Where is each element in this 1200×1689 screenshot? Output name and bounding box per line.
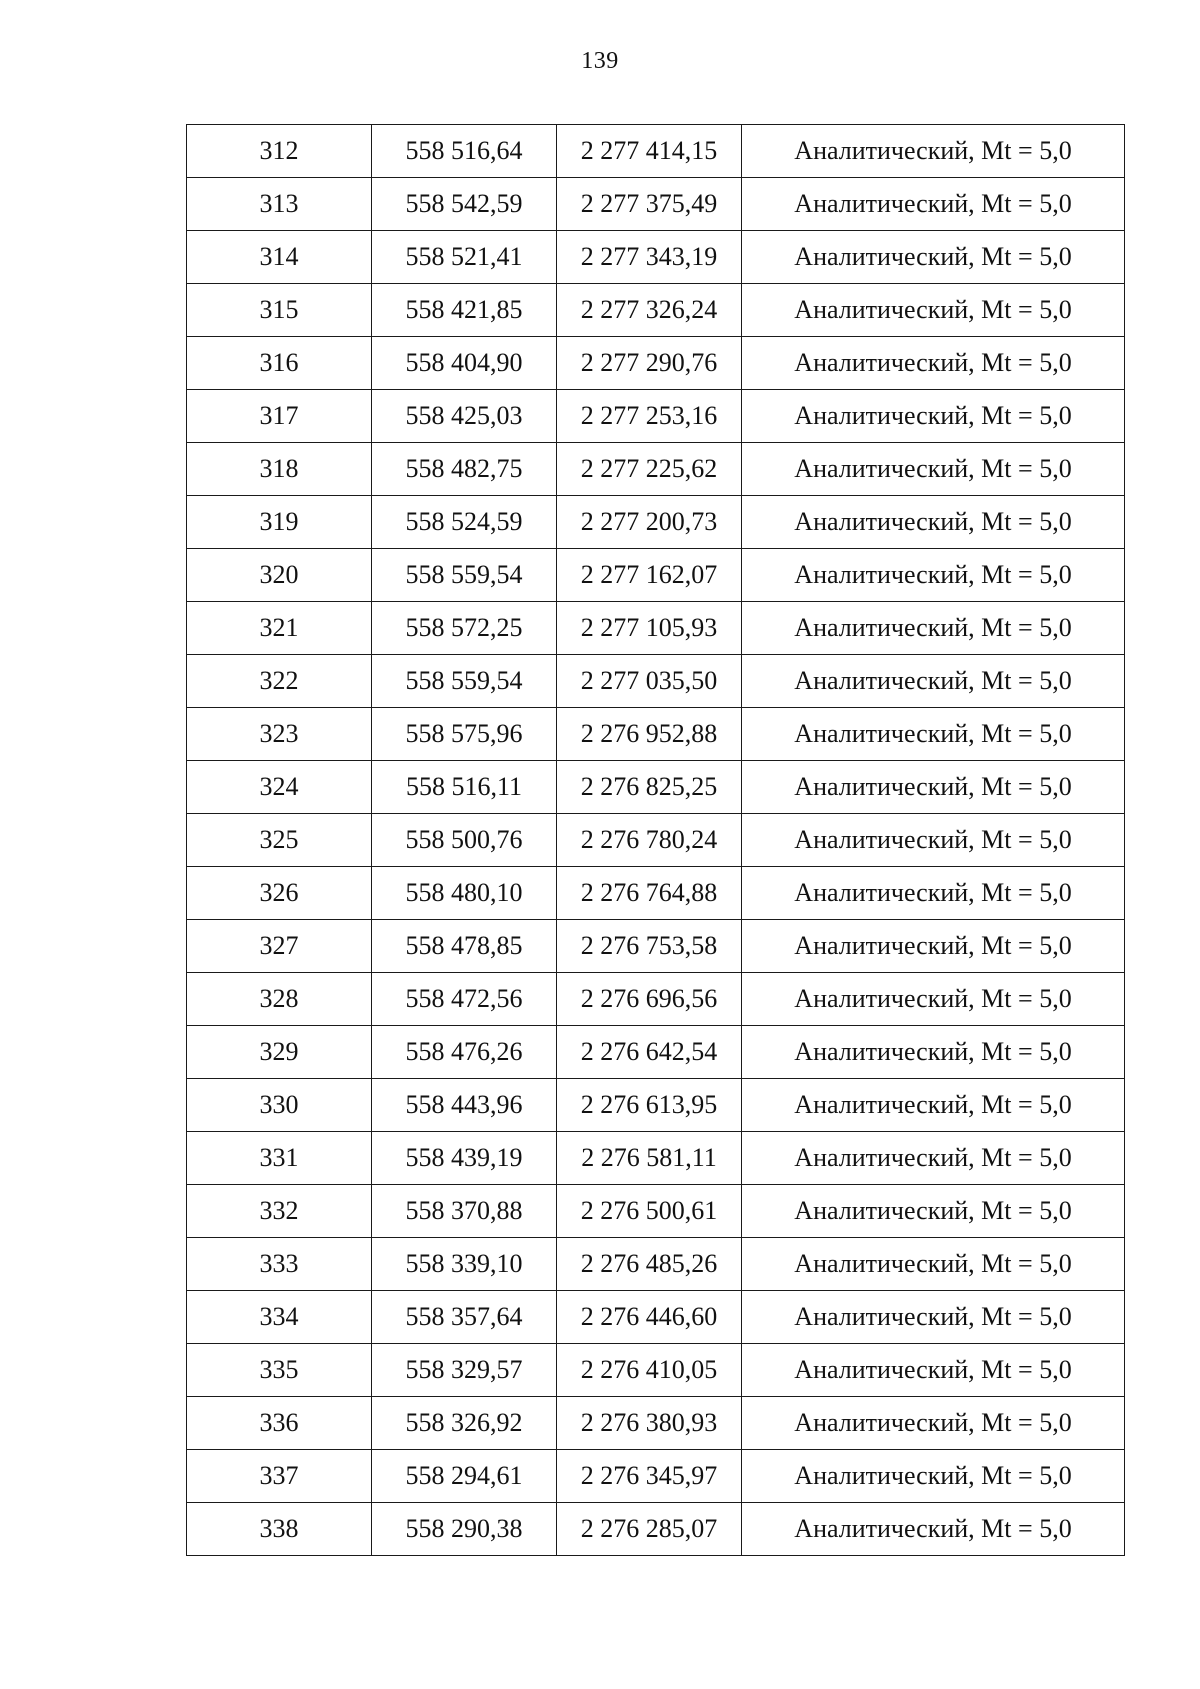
table-row (187, 655, 1125, 708)
table-row (187, 1344, 1125, 1397)
table-row (187, 761, 1125, 814)
y-coordinate-cell: 2 276 696,56 (557, 973, 742, 1026)
point-number-cell: 338 (187, 1503, 372, 1556)
method-cell: Аналитический, Mt = 5,0 (742, 1079, 1125, 1132)
x-coordinate-cell: 558 559,54 (372, 655, 557, 708)
table-row (187, 1291, 1125, 1344)
y-coordinate-cell: 2 276 581,11 (557, 1132, 742, 1185)
table-row (187, 867, 1125, 920)
point-number-cell: 337 (187, 1450, 372, 1503)
method-cell: Аналитический, Mt = 5,0 (742, 284, 1125, 337)
method-cell: Аналитический, Mt = 5,0 (742, 549, 1125, 602)
y-coordinate-cell: 2 277 225,62 (557, 443, 742, 496)
x-coordinate-cell: 558 326,92 (372, 1397, 557, 1450)
point-number-cell: 328 (187, 973, 372, 1026)
point-number-cell: 316 (187, 337, 372, 390)
x-coordinate-cell: 558 480,10 (372, 867, 557, 920)
method-cell: Аналитический, Mt = 5,0 (742, 390, 1125, 443)
x-coordinate-cell: 558 443,96 (372, 1079, 557, 1132)
y-coordinate-cell: 2 277 290,76 (557, 337, 742, 390)
y-coordinate-cell: 2 277 105,93 (557, 602, 742, 655)
method-cell: Аналитический, Mt = 5,0 (742, 920, 1125, 973)
method-cell: Аналитический, Mt = 5,0 (742, 867, 1125, 920)
x-coordinate-cell: 558 425,03 (372, 390, 557, 443)
y-coordinate-cell: 2 276 952,88 (557, 708, 742, 761)
point-number-cell: 332 (187, 1185, 372, 1238)
table-row (187, 1397, 1125, 1450)
x-coordinate-cell: 558 404,90 (372, 337, 557, 390)
table-row (187, 337, 1125, 390)
point-number-cell: 315 (187, 284, 372, 337)
table-row (187, 602, 1125, 655)
y-coordinate-cell: 2 276 613,95 (557, 1079, 742, 1132)
method-cell: Аналитический, Mt = 5,0 (742, 443, 1125, 496)
page-number: 139 (581, 48, 619, 74)
x-coordinate-cell: 558 572,25 (372, 602, 557, 655)
x-coordinate-cell: 558 516,64 (372, 125, 557, 178)
table-row (187, 231, 1125, 284)
y-coordinate-cell: 2 277 326,24 (557, 284, 742, 337)
x-coordinate-cell: 558 439,19 (372, 1132, 557, 1185)
point-number-cell: 319 (187, 496, 372, 549)
table-row (187, 1026, 1125, 1079)
y-coordinate-cell: 2 276 500,61 (557, 1185, 742, 1238)
x-coordinate-cell: 558 524,59 (372, 496, 557, 549)
table-row (187, 125, 1125, 178)
method-cell: Аналитический, Mt = 5,0 (742, 1132, 1125, 1185)
table-row (187, 920, 1125, 973)
x-coordinate-cell: 558 370,88 (372, 1185, 557, 1238)
point-number-cell: 329 (187, 1026, 372, 1079)
method-cell: Аналитический, Mt = 5,0 (742, 1450, 1125, 1503)
y-coordinate-cell: 2 276 485,26 (557, 1238, 742, 1291)
method-cell: Аналитический, Mt = 5,0 (742, 1185, 1125, 1238)
x-coordinate-cell: 558 478,85 (372, 920, 557, 973)
x-coordinate-cell: 558 339,10 (372, 1238, 557, 1291)
method-cell: Аналитический, Mt = 5,0 (742, 1397, 1125, 1450)
point-number-cell: 325 (187, 814, 372, 867)
method-cell: Аналитический, Mt = 5,0 (742, 1503, 1125, 1556)
y-coordinate-cell: 2 276 410,05 (557, 1344, 742, 1397)
point-number-cell: 323 (187, 708, 372, 761)
table-row (187, 814, 1125, 867)
point-number-cell: 314 (187, 231, 372, 284)
table-row (187, 973, 1125, 1026)
y-coordinate-cell: 2 277 253,16 (557, 390, 742, 443)
y-coordinate-cell: 2 276 345,97 (557, 1450, 742, 1503)
y-coordinate-cell: 2 277 343,19 (557, 231, 742, 284)
method-cell: Аналитический, Mt = 5,0 (742, 337, 1125, 390)
point-number-cell: 320 (187, 549, 372, 602)
y-coordinate-cell: 2 276 446,60 (557, 1291, 742, 1344)
point-number-cell: 336 (187, 1397, 372, 1450)
y-coordinate-cell: 2 276 380,93 (557, 1397, 742, 1450)
x-coordinate-cell: 558 516,11 (372, 761, 557, 814)
method-cell: Аналитический, Mt = 5,0 (742, 1026, 1125, 1079)
y-coordinate-cell: 2 276 764,88 (557, 867, 742, 920)
y-coordinate-cell: 2 277 035,50 (557, 655, 742, 708)
method-cell: Аналитический, Mt = 5,0 (742, 1344, 1125, 1397)
point-number-cell: 331 (187, 1132, 372, 1185)
point-number-cell: 335 (187, 1344, 372, 1397)
point-number-cell: 312 (187, 125, 372, 178)
point-number-cell: 334 (187, 1291, 372, 1344)
table-row (187, 1079, 1125, 1132)
y-coordinate-cell: 2 277 414,15 (557, 125, 742, 178)
x-coordinate-cell: 558 290,38 (372, 1503, 557, 1556)
method-cell: Аналитический, Mt = 5,0 (742, 655, 1125, 708)
point-number-cell: 318 (187, 443, 372, 496)
x-coordinate-cell: 558 476,26 (372, 1026, 557, 1079)
x-coordinate-cell: 558 421,85 (372, 284, 557, 337)
coordinates-table-body (187, 125, 1125, 1556)
method-cell: Аналитический, Mt = 5,0 (742, 814, 1125, 867)
y-coordinate-cell: 2 277 375,49 (557, 178, 742, 231)
method-cell: Аналитический, Mt = 5,0 (742, 708, 1125, 761)
table-row (187, 1503, 1125, 1556)
table-row (187, 496, 1125, 549)
point-number-cell: 321 (187, 602, 372, 655)
method-cell: Аналитический, Mt = 5,0 (742, 602, 1125, 655)
x-coordinate-cell: 558 575,96 (372, 708, 557, 761)
x-coordinate-cell: 558 329,57 (372, 1344, 557, 1397)
y-coordinate-cell: 2 276 642,54 (557, 1026, 742, 1079)
x-coordinate-cell: 558 357,64 (372, 1291, 557, 1344)
point-number-cell: 322 (187, 655, 372, 708)
point-number-cell: 326 (187, 867, 372, 920)
x-coordinate-cell: 558 294,61 (372, 1450, 557, 1503)
table-row (187, 1450, 1125, 1503)
table-row (187, 178, 1125, 231)
y-coordinate-cell: 2 276 825,25 (557, 761, 742, 814)
method-cell: Аналитический, Mt = 5,0 (742, 761, 1125, 814)
table-row (187, 1238, 1125, 1291)
table-row (187, 1185, 1125, 1238)
x-coordinate-cell: 558 559,54 (372, 549, 557, 602)
point-number-cell: 327 (187, 920, 372, 973)
x-coordinate-cell: 558 482,75 (372, 443, 557, 496)
coordinates-table (186, 124, 1125, 1556)
y-coordinate-cell: 2 276 285,07 (557, 1503, 742, 1556)
point-number-cell: 324 (187, 761, 372, 814)
method-cell: Аналитический, Mt = 5,0 (742, 496, 1125, 549)
y-coordinate-cell: 2 277 200,73 (557, 496, 742, 549)
point-number-cell: 317 (187, 390, 372, 443)
method-cell: Аналитический, Mt = 5,0 (742, 973, 1125, 1026)
x-coordinate-cell: 558 500,76 (372, 814, 557, 867)
y-coordinate-cell: 2 277 162,07 (557, 549, 742, 602)
method-cell: Аналитический, Mt = 5,0 (742, 125, 1125, 178)
table-row (187, 390, 1125, 443)
table-row (187, 708, 1125, 761)
method-cell: Аналитический, Mt = 5,0 (742, 178, 1125, 231)
x-coordinate-cell: 558 521,41 (372, 231, 557, 284)
table-row (187, 549, 1125, 602)
method-cell: Аналитический, Mt = 5,0 (742, 231, 1125, 284)
point-number-cell: 330 (187, 1079, 372, 1132)
x-coordinate-cell: 558 472,56 (372, 973, 557, 1026)
point-number-cell: 313 (187, 178, 372, 231)
table-row (187, 284, 1125, 337)
x-coordinate-cell: 558 542,59 (372, 178, 557, 231)
table-row (187, 443, 1125, 496)
y-coordinate-cell: 2 276 753,58 (557, 920, 742, 973)
method-cell: Аналитический, Mt = 5,0 (742, 1291, 1125, 1344)
point-number-cell: 333 (187, 1238, 372, 1291)
y-coordinate-cell: 2 276 780,24 (557, 814, 742, 867)
method-cell: Аналитический, Mt = 5,0 (742, 1238, 1125, 1291)
table-row (187, 1132, 1125, 1185)
